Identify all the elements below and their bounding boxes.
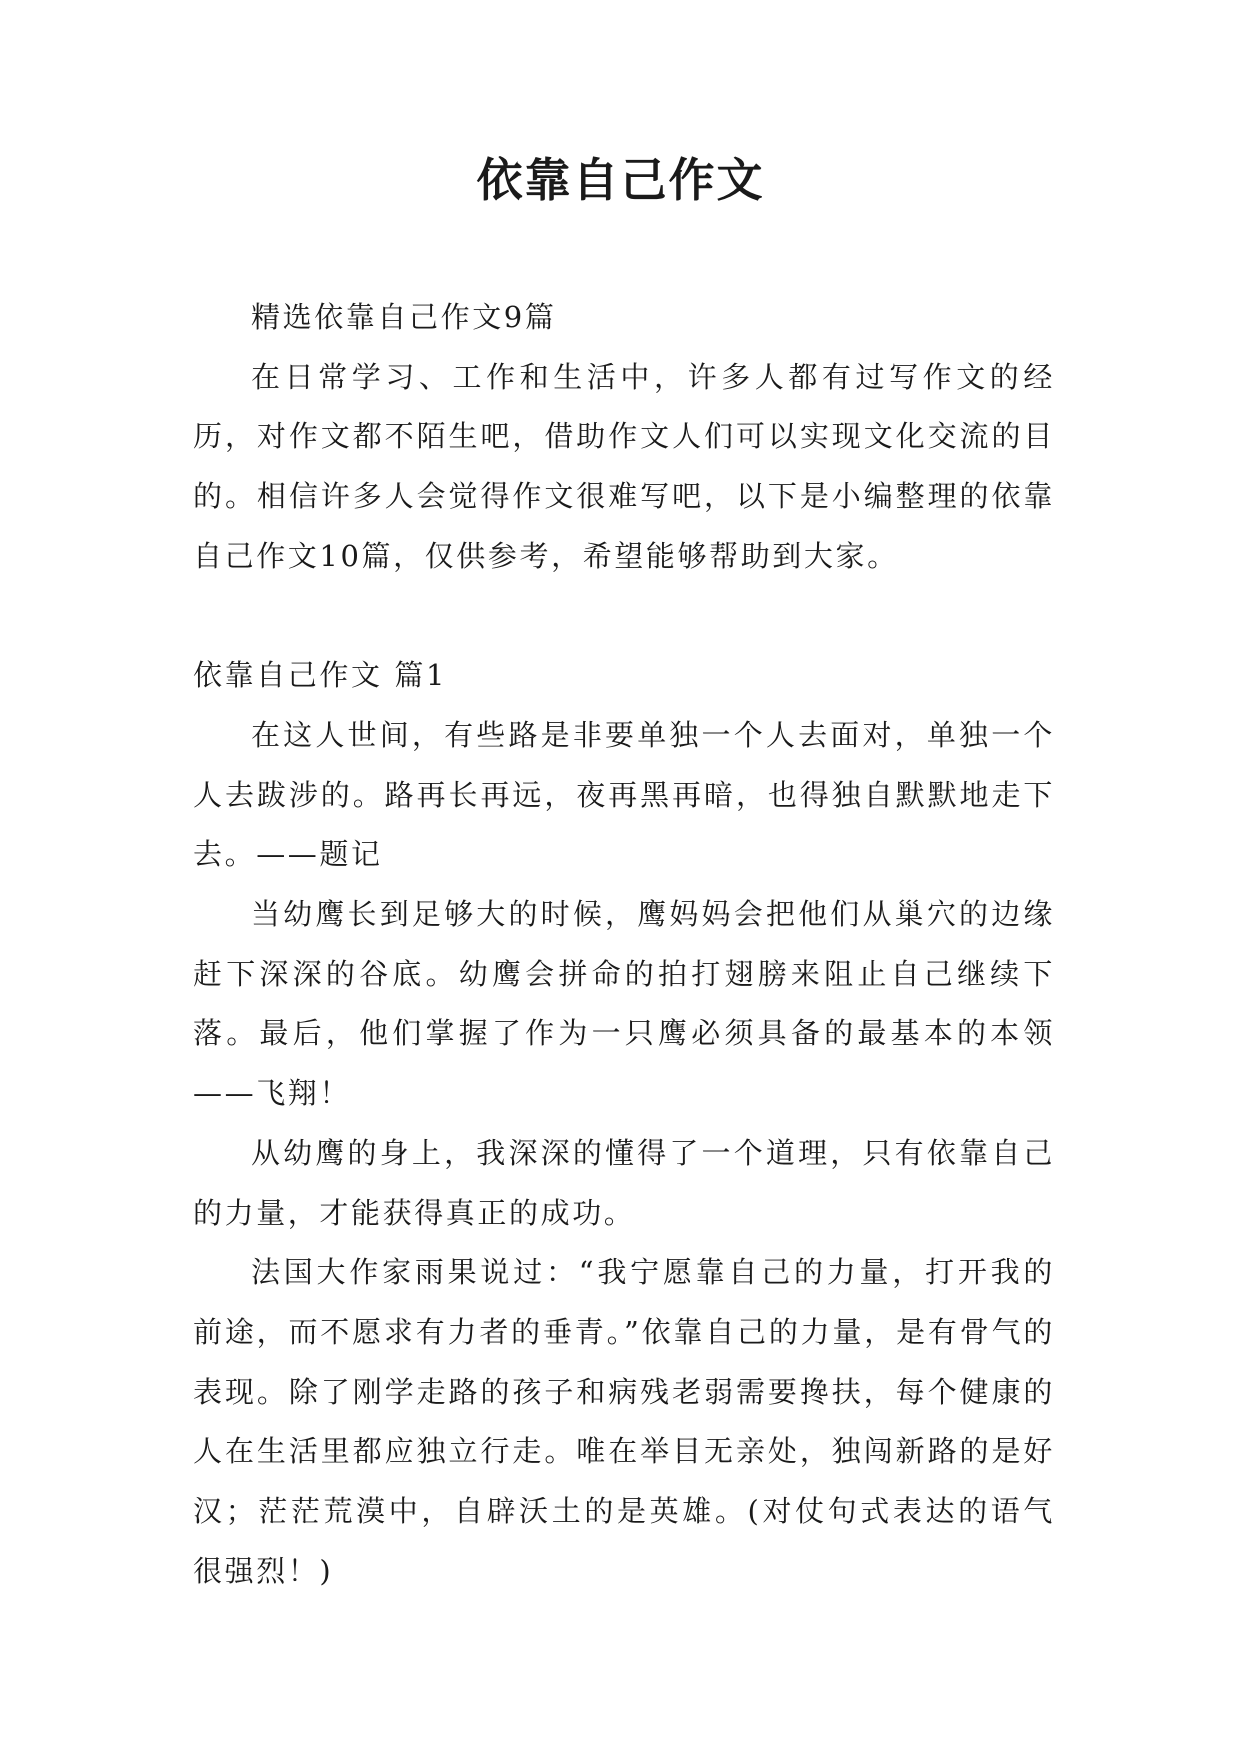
body-paragraph: 在这人世间，有些路是非要单独一个人去面对，单独一个人去跋涉的。路再长再远，夜再黑再暗，也得独自默默地走下去。——题记 [193, 717, 1055, 872]
body-paragraph: 当幼鹰长到足够大的时候，鹰妈妈会把他们从巢穴的边缘赶下深深的谷底。幼鹰会拼命的拍打翅膀来阻止自己继续下落。最后，他们掌握了作为一只鹰必须具备的最基本的本领——飞翔！ [193, 897, 1055, 1111]
intro-paragraph: 在日常学习、工作和生活中，许多人都有过写作文的经历，对作文都不陌生吧，借助作文人们可以实现文化交流的目的。相信许多人会觉得作文很难写吧，以下是小编整理的依靠自己作文10篇，仅供参考，希望能够帮助到大家。 [193, 359, 1055, 573]
body-paragraph: 从幼鹰的身上，我深深的懂得了一个道理，只有依靠自己的力量，才能获得真正的成功。 [193, 1135, 1055, 1230]
document-title: 依靠自己作文 [476, 153, 765, 207]
chapter-heading: 依靠自己作文 篇1 [193, 658, 448, 693]
document-subtitle: 精选依靠自己作文9篇 [251, 300, 557, 334]
document-body [193, 288, 1055, 1601]
body-paragraph: 法国大作家雨果说过：“我宁愿靠自己的力量，打开我的前途，而不愿求有力者的垂青。”依靠自己的力量，是有骨气的表现。除了刚学走路的孩子和病残老弱需要搀扶，每个健康的人在生活里都应独立行走。唯在举目无亲处，独闯新路的是好汉；茫茫荒漠中，自辟沃土的是英雄。(对仗句式表达的语气很强烈！) [193, 1255, 1055, 1588]
